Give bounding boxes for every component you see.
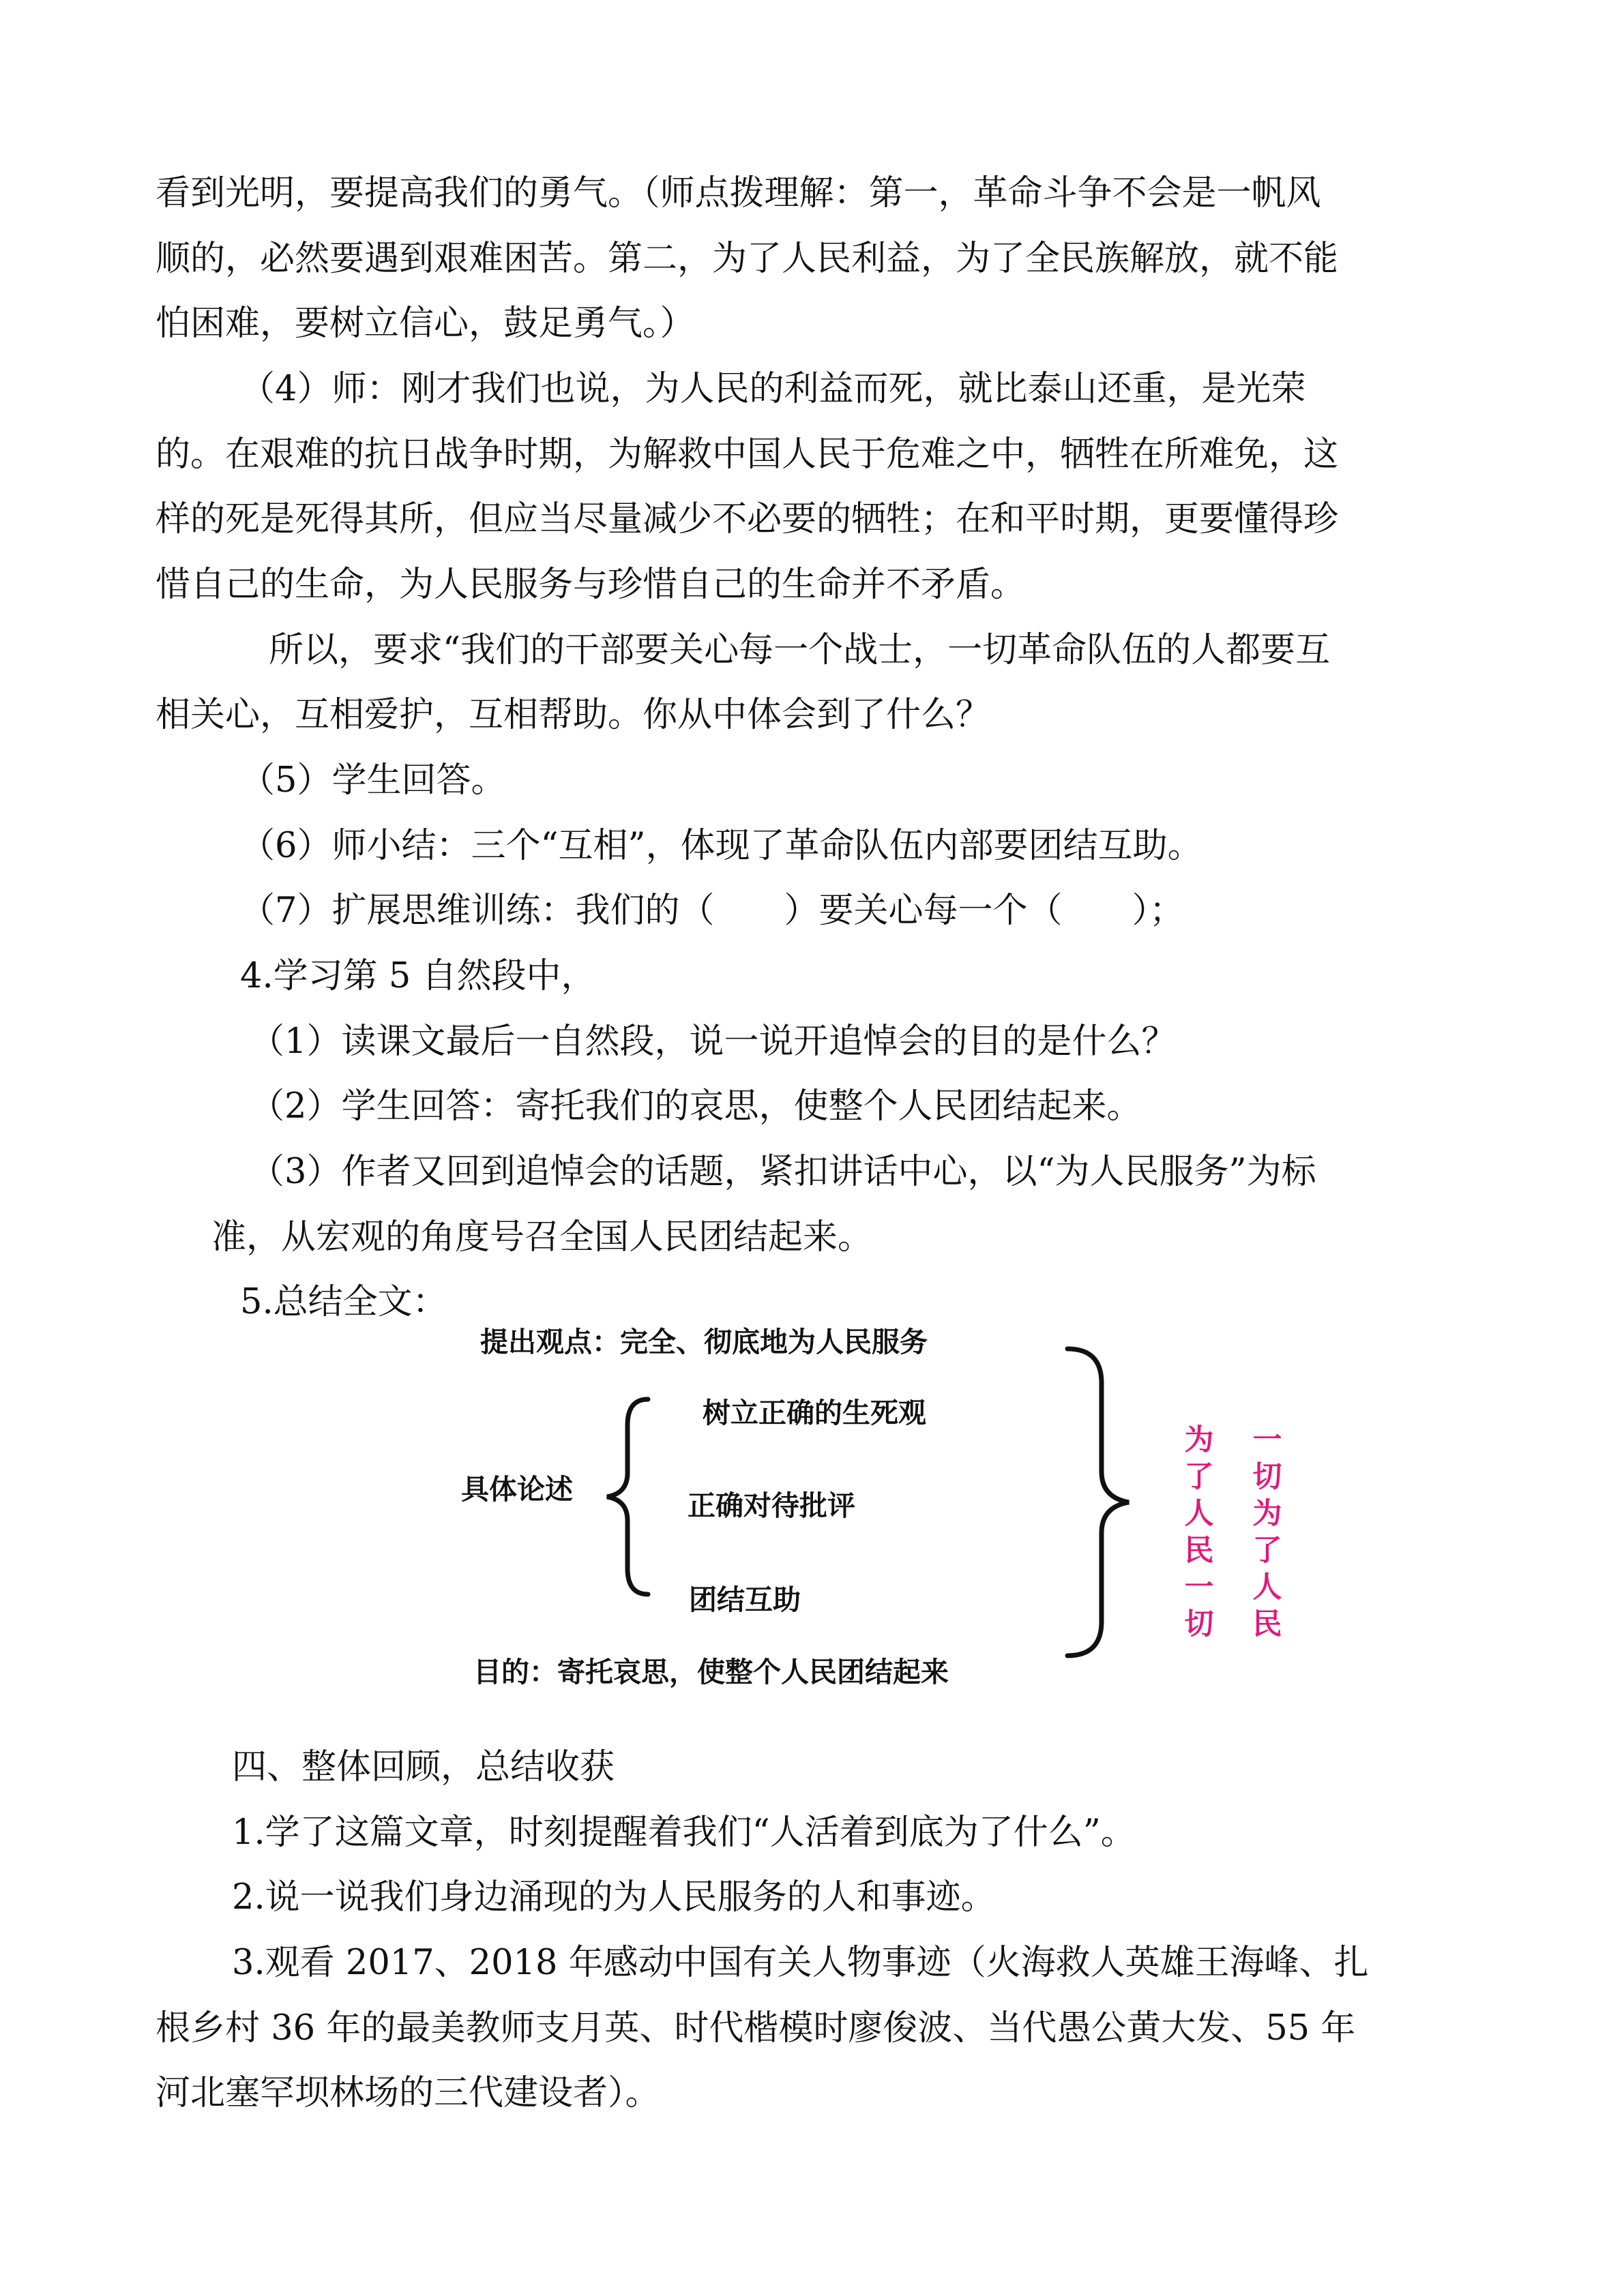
paragraph-line: （2）学生回答：寄托我们的哀思，使整个人民团结起来。 — [250, 1086, 1142, 1127]
diagram-viewpoint: 提出观点：完全、彻底地为人民服务 — [480, 1326, 928, 1358]
diagram-detail-item: 团结互助 — [689, 1583, 801, 1616]
diagram-purpose: 目的：寄托哀思，使整个人民团结起来 — [473, 1656, 949, 1688]
paragraph-line: 看到光明，要提高我们的勇气。（师点拨理解：第一，革命斗争不会是一帆风 — [156, 173, 1321, 213]
paragraph-line: （5）学生回答。 — [240, 760, 506, 801]
list-item: 1.学了这篇文章，时刻提醒着我们“人活着到底为了什么”。 — [232, 1813, 1136, 1853]
paragraph-line: （4）师：刚才我们也说，为人民的利益而死，就比泰山还重，是光荣 — [240, 369, 1306, 409]
paragraph-line: 4.学习第 5 自然段中， — [240, 956, 596, 996]
right-brace — [1061, 1342, 1136, 1663]
paragraph-line: 相关心，互相爱护，互相帮助。你从中体会到了什么？ — [156, 695, 991, 735]
paragraph-line: 5.总结全文： — [240, 1282, 447, 1322]
paragraph-line: 顺的，必然要遇到艰难困苦。第二，为了人民利益，为了全民族解放，就不能 — [156, 239, 1339, 279]
side-text-left: 为了人民一切 — [1184, 1423, 1214, 1641]
list-item: 河北塞罕坝林场的三代建设者）。 — [156, 2073, 660, 2113]
left-brace — [600, 1391, 655, 1602]
paragraph-line: 所以，要求“我们的干部要关心每一个战士，一切革命队伍的人都要互 — [269, 630, 1331, 670]
diagram-detail-item: 正确对待批评 — [688, 1489, 855, 1522]
list-item: 根乡村 36 年的最美教师支月英、时代楷模时廖俊波、当代愚公黄大发、55 年 — [156, 2008, 1356, 2048]
paragraph-line: 的。在艰难的抗日战争时期，为解救中国人民于危难之中，牺牲在所难免，这 — [156, 434, 1339, 475]
diagram-detail-label: 具体论述 — [461, 1473, 573, 1506]
paragraph-line: 样的死是死得其所，但应当尽量减少不必要的牺牲；在和平时期，更要懂得珍 — [156, 499, 1339, 539]
section-heading: 四、整体回顾，总结收获 — [232, 1747, 615, 1787]
paragraph-line: （7）扩展思维训练：我们的（ ）要关心每一个（ ）； — [240, 891, 1184, 931]
diagram-detail-item: 树立正确的生死观 — [703, 1397, 926, 1429]
paragraph-line: （6）师小结：三个“互相”，体现了革命队伍内部要团结互助。 — [240, 826, 1202, 866]
side-text-right: 一切为了人民 — [1252, 1423, 1282, 1641]
paragraph-line: 怕困难，要树立信心，鼓足勇气。） — [156, 303, 695, 344]
list-item: 3.观看 2017、2018 年感动中国有关人物事迹（火海救人英雄王海峰、扎 — [232, 1943, 1369, 1983]
paragraph-line: （1）读课文最后一自然段，说一说开追悼会的目的是什么？ — [250, 1022, 1177, 1062]
paragraph-line: （3）作者又回到追悼会的话题，紧扣讲话中心，以“为人民服务”为标 — [250, 1152, 1316, 1192]
paragraph-line: 准，从宏观的角度号召全国人民团结起来。 — [211, 1217, 873, 1257]
list-item: 2.说一说我们身边涌现的为人民服务的人和事迹。 — [232, 1877, 996, 1918]
paragraph-line: 惜自己的生命，为人民服务与珍惜自己的生命并不矛盾。 — [156, 565, 1026, 605]
